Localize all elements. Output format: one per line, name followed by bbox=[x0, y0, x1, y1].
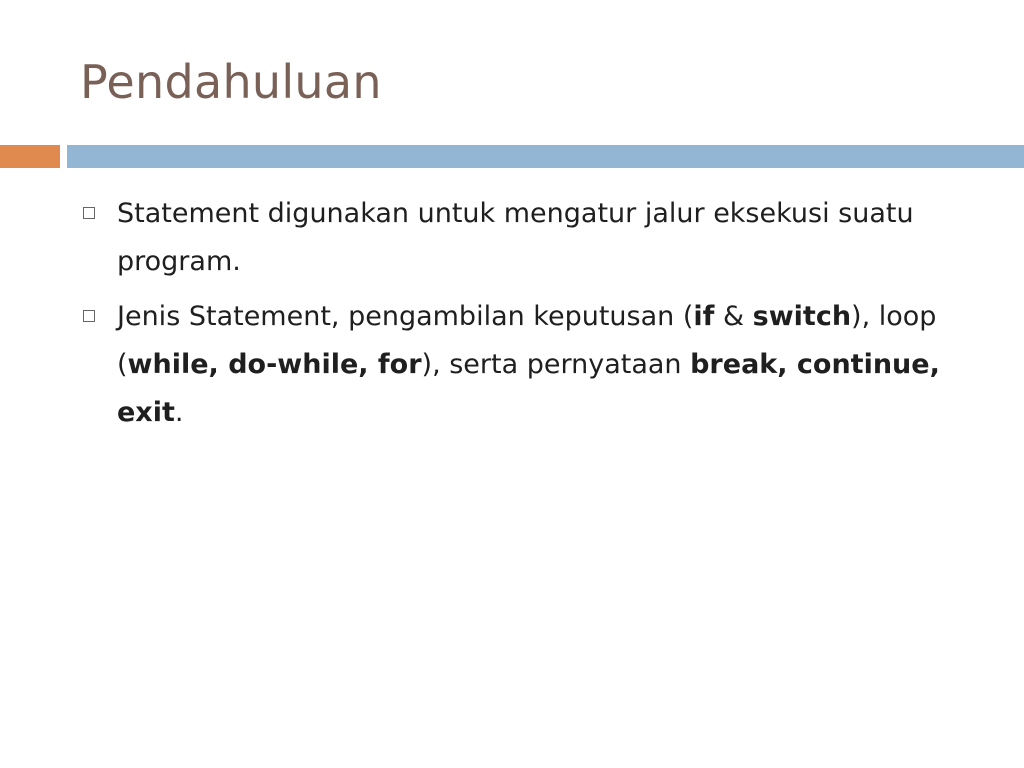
bullet-text-segment: Jenis Statement, pengambilan keputusan ( bbox=[117, 301, 694, 332]
slide-title: Pendahuluan bbox=[80, 55, 382, 109]
bullet-text-segment: ), serta pernyataan bbox=[421, 349, 691, 380]
keyword-loops: while, do-while, for bbox=[127, 349, 422, 380]
bullet-text-segment: . bbox=[174, 397, 184, 428]
bullet-list bbox=[80, 190, 970, 444]
title-accent-bar bbox=[0, 145, 60, 168]
keyword-jumps: break, continue, exit bbox=[117, 349, 940, 428]
bullet-text bbox=[117, 301, 940, 428]
bullet-text-segment: & bbox=[714, 301, 753, 332]
keyword-switch: switch bbox=[752, 301, 852, 332]
bullet-item-2 bbox=[80, 293, 970, 437]
bullet-text bbox=[117, 198, 914, 277]
title-divider-bar bbox=[67, 145, 1024, 168]
bullet-text-segment: Statement digunakan untuk mengatur jalur eksekusi suatu program. bbox=[117, 198, 914, 277]
square-bullet-icon bbox=[83, 310, 95, 322]
bullet-text-segment: ), loop ( bbox=[117, 301, 937, 380]
bullet-item-1 bbox=[80, 190, 970, 286]
keyword-if: if bbox=[693, 301, 715, 332]
square-bullet-icon bbox=[83, 207, 95, 219]
